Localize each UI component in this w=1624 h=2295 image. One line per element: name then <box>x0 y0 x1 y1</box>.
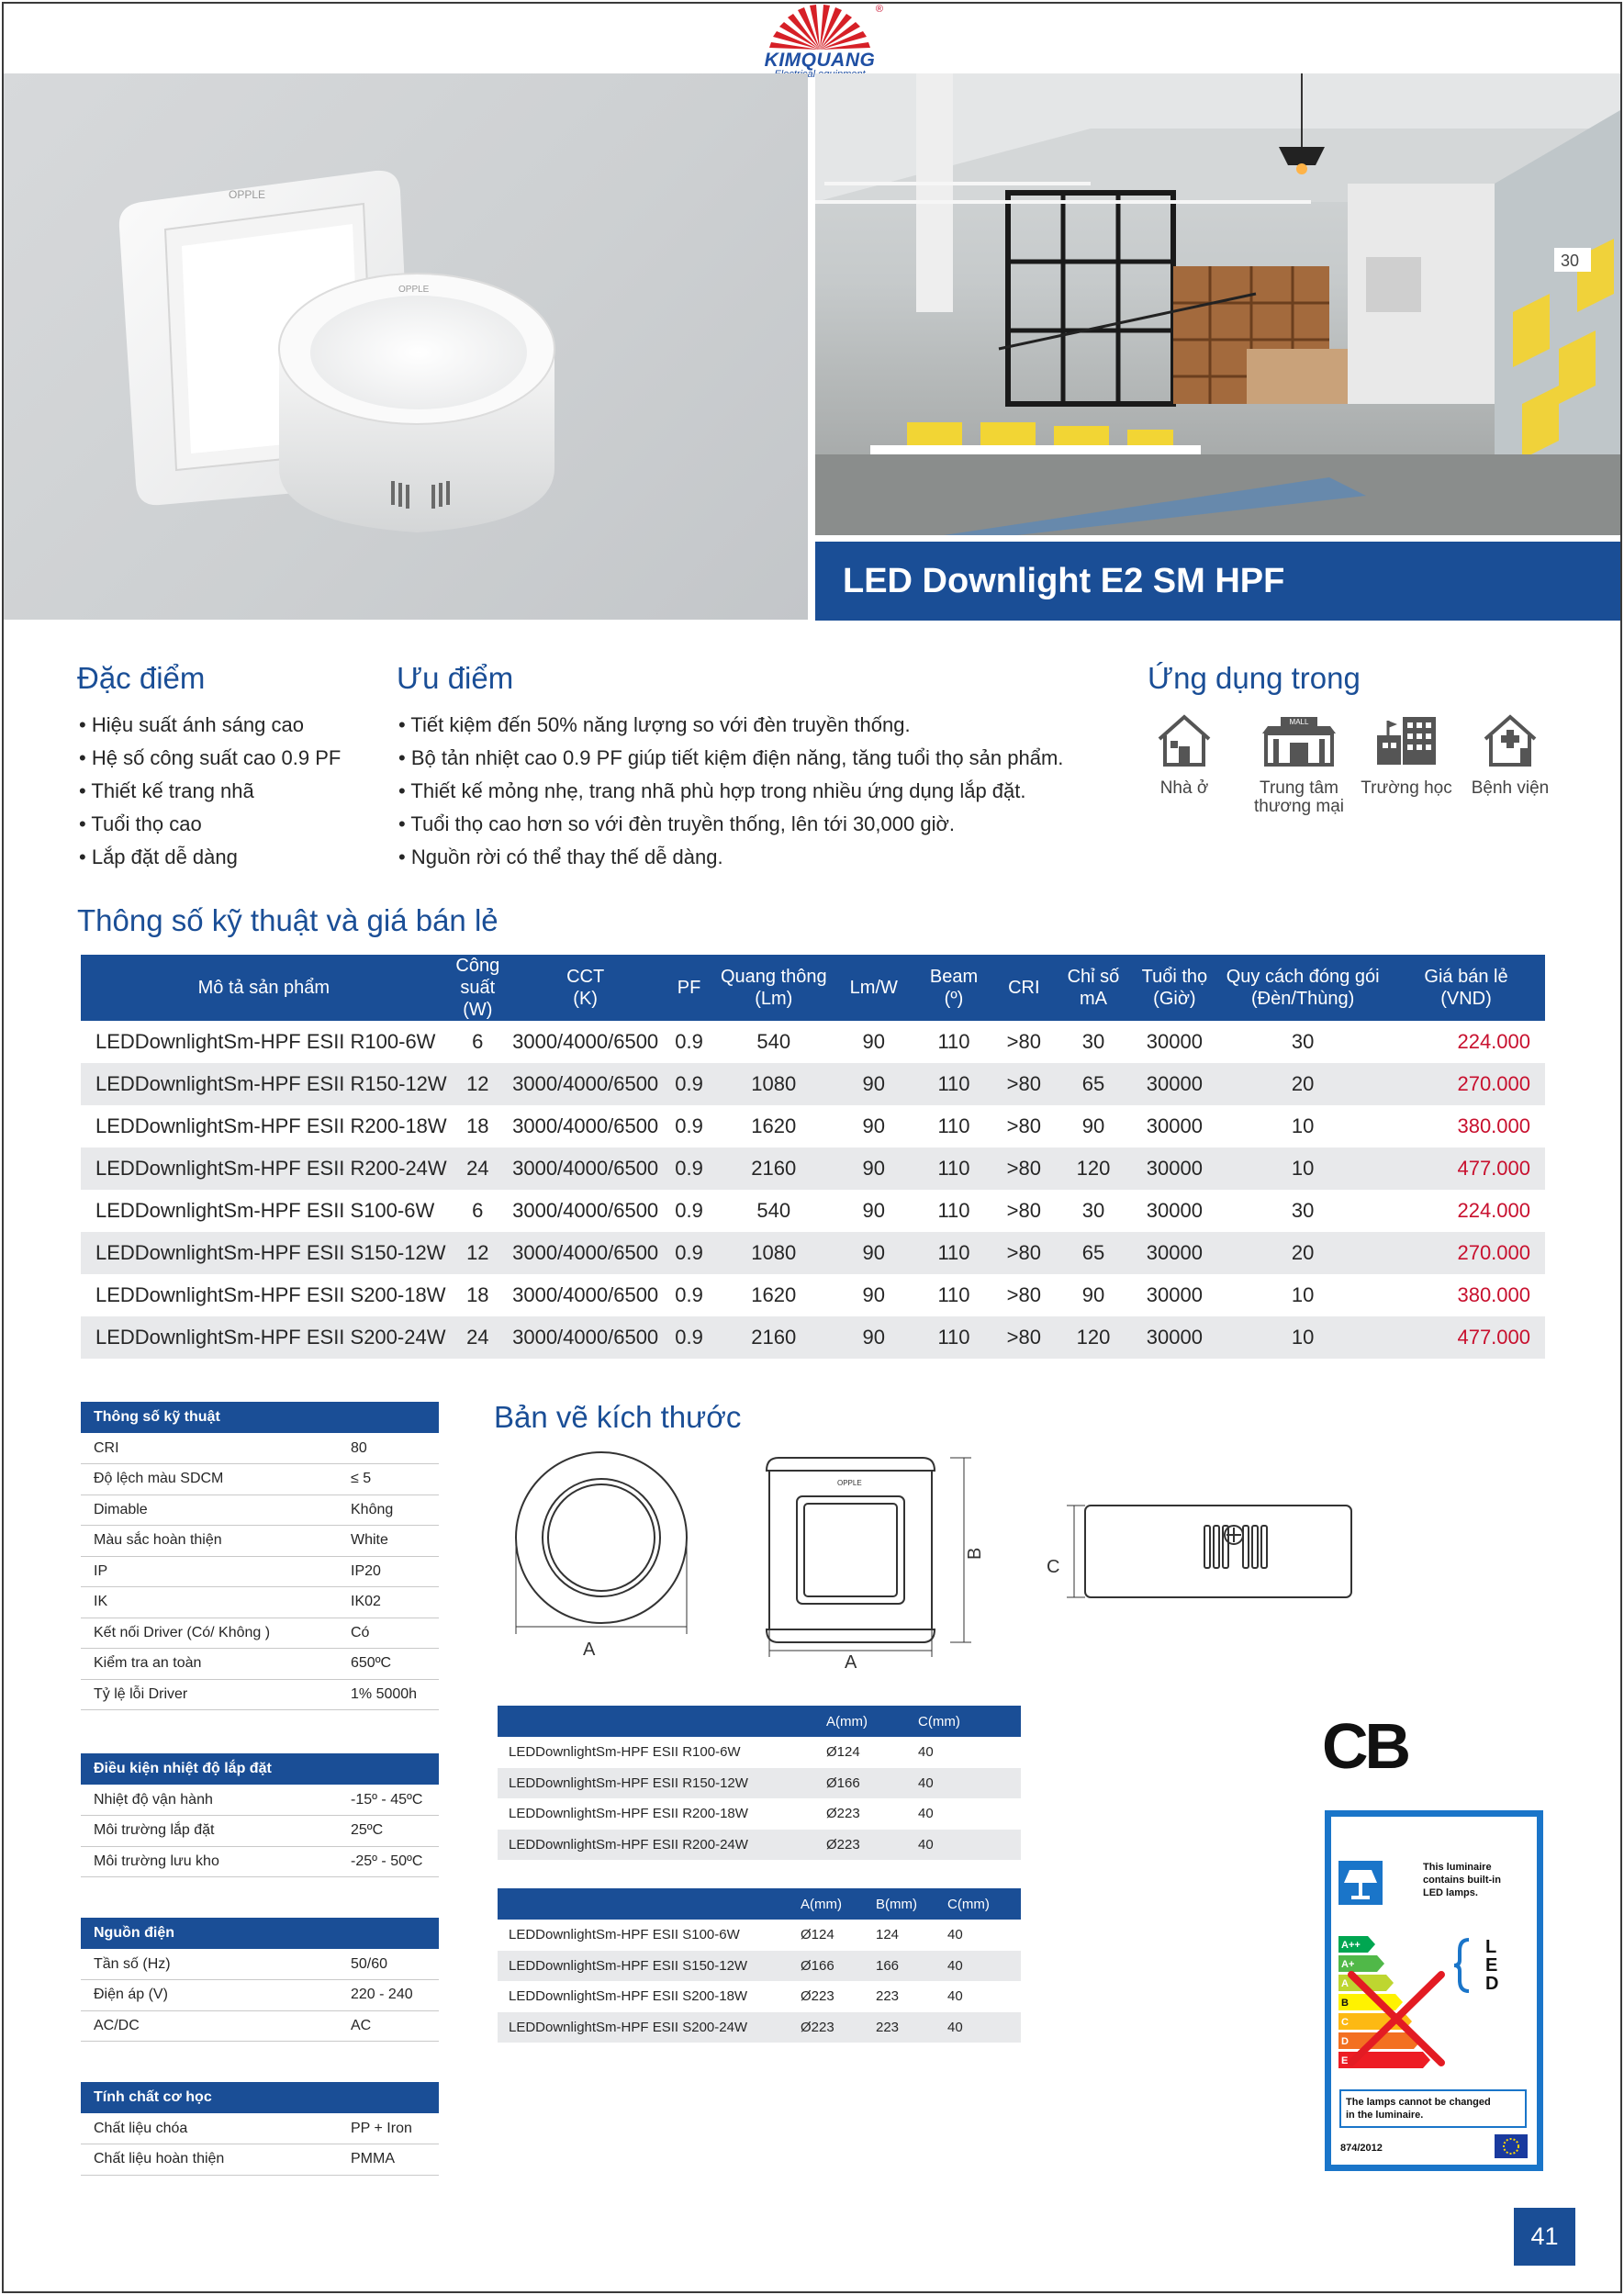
table-cell: 40 <box>947 1988 963 2005</box>
table-cell: 380.000 <box>1457 1114 1530 1137</box>
table-cell: Tỷ lệ lỗi Driver <box>81 1679 351 1710</box>
table-cell: 30000 <box>1146 1199 1203 1222</box>
table-cell: 6 <box>472 1199 484 1222</box>
table-cell: 540 <box>756 1199 791 1222</box>
svg-text:A: A <box>1341 1978 1349 1989</box>
table-cell: 3000/4000/6500 <box>512 1114 659 1137</box>
table-row <box>498 1737 1021 1768</box>
table-row <box>81 1433 439 1464</box>
table-cell: 110 <box>916 1316 992 1359</box>
table-cell: 166 <box>876 1951 947 1982</box>
table-cell: 270.000 <box>1387 1232 1545 1274</box>
table-cell: 1080 <box>716 1232 832 1274</box>
table-cell: 30 <box>1291 1030 1315 1053</box>
table-cell: Độ lệch màu SDCM <box>81 1464 351 1495</box>
svg-text:B: B <box>965 1547 985 1560</box>
svg-text:E: E <box>1485 1955 1498 1976</box>
table-cell: LEDDownlightSm-HPF ESII S200-24W <box>498 2012 801 2043</box>
application-home <box>1134 711 1235 798</box>
table-cell: Màu sắc hoàn thiện <box>81 1526 351 1557</box>
table-cell: 40 <box>918 1830 1021 1861</box>
table-cell: LEDDownlightSm-HPF ESII S100-6W <box>509 1927 740 1943</box>
table-cell: 223 <box>876 2012 947 2043</box>
table-cell: 90 <box>862 1283 886 1306</box>
svg-text:A: A <box>845 1652 857 1671</box>
svg-text:D: D <box>1341 2036 1349 2047</box>
table-row <box>498 1830 1021 1861</box>
svg-text:30: 30 <box>1561 252 1580 270</box>
svg-text:OPPLE: OPPLE <box>837 1479 862 1487</box>
table-cell: 0.9 <box>662 1316 715 1359</box>
table-cell: 6 <box>472 1030 484 1053</box>
round-downlight <box>279 274 554 532</box>
table-cell: Nhiệt độ vận hành <box>81 1785 351 1816</box>
table-cell: 540 <box>756 1030 791 1053</box>
drawing-heading: Bản vẽ kích thước <box>494 1400 742 1434</box>
brand-name: KIMQUANG <box>764 50 876 71</box>
table-cell: 25ºC <box>351 1816 439 1847</box>
application-school <box>1347 711 1466 798</box>
features-heading: Đặc điểm <box>77 661 206 695</box>
table-cell: 270.000 <box>1387 1063 1545 1105</box>
table-cell: Ø124 <box>826 1744 860 1761</box>
table-cell: 18 <box>466 1283 489 1306</box>
table-cell: Không <box>351 1495 439 1526</box>
table-cell: 12 <box>447 1063 509 1105</box>
list-item: • Bộ tản nhiệt cao 0.9 PF giúp tiết kiệm điện năng, tăng tuổi thọ sản phẩm. <box>398 742 1063 775</box>
table-cell: 224.000 <box>1457 1030 1530 1053</box>
table-cell: 40 <box>918 1768 1021 1799</box>
table-cell: LEDDownlightSm-HPF ESII S150-12W <box>498 1951 801 1982</box>
table-cell: Chất liệu chóa <box>81 2113 351 2144</box>
table-cell: 30000 <box>1131 1232 1219 1274</box>
table-cell: 90 <box>862 1030 886 1053</box>
applications-heading: Ứng dụng trong <box>1148 661 1361 695</box>
table-cell: Ø124 <box>801 1927 834 1943</box>
table-row <box>81 1816 439 1847</box>
table-row <box>81 1587 439 1618</box>
table-row <box>81 1232 1545 1274</box>
round-top-view <box>516 1452 687 1634</box>
table-cell: LEDDownlightSm-HPF ESII R100-6W <box>509 1744 741 1761</box>
hospital-icon <box>1480 711 1540 768</box>
table-cell: 40 <box>947 1951 1021 1982</box>
table-header-row <box>498 1888 1021 1920</box>
table-cell: Môi trường lưu kho <box>81 1846 351 1877</box>
svg-text:D: D <box>1485 1974 1499 1994</box>
table-cell: 20 <box>1218 1063 1387 1105</box>
table-cell: PP + Iron <box>351 2113 439 2144</box>
table-row <box>498 1920 1021 1951</box>
table-cell: White <box>351 1526 439 1557</box>
advantages-list <box>398 709 1063 874</box>
application-label: Trung tâm thương mại <box>1253 778 1345 816</box>
table-cell: IP20 <box>351 1556 439 1587</box>
table-cell: LEDDownlightSm-HPF ESII S100-6W <box>95 1199 435 1222</box>
table-cell: >80 <box>991 1316 1056 1359</box>
table-row <box>81 1495 439 1526</box>
application-label: Trường học <box>1361 778 1452 798</box>
table-cell: 477.000 <box>1387 1148 1545 1190</box>
svg-text:E: E <box>1341 2055 1349 2066</box>
table-row <box>498 2012 1021 2043</box>
table-cell: 40 <box>918 1806 934 1822</box>
table-cell: 10 <box>1291 1283 1315 1306</box>
table-cell: 40 <box>947 1927 963 1943</box>
table-cell: ≤ 5 <box>351 1464 439 1495</box>
svg-text:The lamps cannot be changedin: The lamps cannot be changed in the luminaire. <box>1346 2097 1491 2121</box>
table-cell: Tần số (Hz) <box>81 1949 351 1980</box>
house-icon <box>1154 711 1215 768</box>
table-cell: Kiểm tra an toàn <box>81 1649 351 1680</box>
col-header: Giá bán lẻ (VND) <box>1387 955 1545 1021</box>
table-cell: Dimable <box>81 1495 351 1526</box>
page-number: 41 <box>1514 2208 1575 2266</box>
col-header: CCT (K) <box>509 955 662 1021</box>
square-dimension-table <box>498 1888 1021 2043</box>
round-dimension-table <box>498 1706 1021 1860</box>
svg-text:A+: A+ <box>1341 1959 1355 1970</box>
table-row <box>81 1556 439 1587</box>
power-table <box>81 1918 439 2042</box>
table-cell: Điện áp (V) <box>81 1980 351 2011</box>
table-cell: 24 <box>447 1316 509 1359</box>
table-cell: 20 <box>1218 1232 1387 1274</box>
table-cell: Ø166 <box>801 1951 876 1982</box>
table-cell: 110 <box>937 1114 970 1137</box>
application-label: Nhà ở <box>1159 778 1209 798</box>
advantages-heading: Ưu điểm <box>397 661 514 695</box>
table-cell: 3000/4000/6500 <box>509 1063 662 1105</box>
table-row <box>498 1951 1021 1982</box>
table-cell: LEDDownlightSm-HPF ESII R150-12W <box>81 1063 447 1105</box>
table-cell: -25º - 50ºC <box>351 1846 439 1877</box>
table-cell: 110 <box>916 1148 992 1190</box>
col-header: B(mm) <box>876 1888 947 1920</box>
mall-icon <box>1260 711 1338 768</box>
lamp-icon <box>1338 1861 1383 1905</box>
table-cell: LEDDownlightSm-HPF ESII R200-24W <box>498 1830 826 1861</box>
square-top-view <box>767 1458 971 1657</box>
table-title: Tính chất cơ học <box>81 2082 439 2113</box>
table-cell: LEDDownlightSm-HPF ESII R100-6W <box>95 1030 436 1053</box>
col-header: Quang thông (Lm) <box>716 955 832 1021</box>
spec-price-heading: Thông số kỹ thuật và giá bán lẻ <box>77 903 498 937</box>
table-cell: 10 <box>1218 1316 1387 1359</box>
table-cell: >80 <box>991 1148 1056 1190</box>
table-cell: 30000 <box>1131 1148 1219 1190</box>
applications <box>1138 711 1561 831</box>
table-row <box>81 1316 1545 1359</box>
table-cell: 24 <box>447 1148 509 1190</box>
table-cell: 30000 <box>1146 1114 1203 1137</box>
table-cell: 224.000 <box>1457 1199 1530 1222</box>
table-cell: 0.9 <box>675 1283 703 1306</box>
table-row <box>81 1846 439 1877</box>
table-cell: CRI <box>81 1433 351 1464</box>
table-cell: 90 <box>832 1063 916 1105</box>
table-cell: >80 <box>991 1063 1056 1105</box>
col-header: Mô tả sản phẩm <box>81 955 447 1021</box>
svg-text:A: A <box>583 1640 596 1660</box>
table-cell: 110 <box>916 1063 992 1105</box>
table-row <box>81 2010 439 2042</box>
list-item: • Hệ số công suất cao 0.9 PF <box>79 742 341 775</box>
table-row <box>81 1190 1545 1232</box>
table-row <box>81 2144 439 2176</box>
svg-text:OPPLE: OPPLE <box>398 285 430 295</box>
table-cell: 0.9 <box>675 1030 703 1053</box>
table-row <box>81 1980 439 2011</box>
table-cell: 1% 5000h <box>351 1679 439 1710</box>
table-cell: 0.9 <box>662 1063 715 1105</box>
table-cell: LEDDownlightSm-HPF ESII S150-12W <box>81 1232 447 1274</box>
table-cell: 65 <box>1056 1232 1130 1274</box>
table-cell: 12 <box>447 1232 509 1274</box>
list-item: • Tuổi thọ cao <box>79 808 341 841</box>
table-cell: LEDDownlightSm-HPF ESII R200-24W <box>81 1148 447 1190</box>
col-header: A(mm) <box>826 1706 918 1737</box>
col-header: Chỉ số mA <box>1056 955 1130 1021</box>
table-row <box>81 1274 1545 1316</box>
registered-mark: ® <box>875 4 883 15</box>
table-cell: Kết nối Driver (Có/ Không ) <box>81 1618 351 1649</box>
table-cell: 650ºC <box>351 1649 439 1680</box>
table-cell: 0.9 <box>675 1199 703 1222</box>
svg-text:B: B <box>1341 1998 1349 2009</box>
material-table <box>81 2082 439 2176</box>
svg-text:OPPLE: OPPLE <box>229 188 266 201</box>
table-cell: AC <box>351 2010 439 2042</box>
table-cell: 220 - 240 <box>351 1980 439 2011</box>
table-cell: 110 <box>937 1030 970 1053</box>
table-row <box>81 1949 439 1980</box>
table-cell: 0.9 <box>662 1232 715 1274</box>
list-item: • Thiết kế trang nhã <box>79 775 341 808</box>
table-cell: 0.9 <box>662 1148 715 1190</box>
col-header: Quy cách đóng gói (Đèn/Thùng) <box>1218 955 1387 1021</box>
table-cell: Ø166 <box>826 1768 918 1799</box>
spec-price-table <box>81 955 1545 1359</box>
table-row <box>498 1798 1021 1830</box>
table-cell: 18 <box>466 1114 489 1137</box>
table-cell: IP <box>81 1556 351 1587</box>
table-cell: 10 <box>1291 1114 1315 1137</box>
table-cell: LEDDownlightSm-HPF ESII S200-24W <box>81 1316 447 1359</box>
application-hospital <box>1460 711 1561 798</box>
table-cell: 40 <box>947 2012 1021 2043</box>
col-header: C(mm) <box>947 1888 1021 1920</box>
list-item: • Tiết kiệm đến 50% năng lượng so với đèn truyền thống. <box>398 709 1063 742</box>
table-cell: 3000/4000/6500 <box>509 1232 662 1274</box>
tech-spec-table <box>81 1402 439 1710</box>
col-header: CRI <box>991 955 1056 1021</box>
features-list <box>79 709 341 874</box>
table-cell: 223 <box>876 1988 900 2005</box>
table-row <box>81 1785 439 1816</box>
table-cell: 50/60 <box>351 1949 439 1980</box>
table-cell: 90 <box>832 1148 916 1190</box>
table-cell: 1620 <box>751 1114 797 1137</box>
svg-text:L: L <box>1485 1937 1497 1957</box>
table-cell: 90 <box>1081 1283 1105 1306</box>
table-cell: >80 <box>1006 1283 1041 1306</box>
install-conditions-table <box>81 1753 439 1877</box>
table-cell: 3000/4000/6500 <box>512 1030 659 1053</box>
table-cell: >80 <box>1006 1114 1041 1137</box>
table-cell: LEDDownlightSm-HPF ESII S200-18W <box>95 1283 446 1306</box>
table-title: Thông số kỹ thuật <box>81 1402 439 1433</box>
table-cell: LEDDownlightSm-HPF ESII S200-18W <box>509 1988 748 2005</box>
table-cell: 90 <box>832 1316 916 1359</box>
col-header: A(mm) <box>801 1888 876 1920</box>
table-cell: 120 <box>1056 1316 1130 1359</box>
side-view <box>1067 1506 1351 1597</box>
table-cell: 110 <box>937 1283 970 1306</box>
table-cell: 80 <box>351 1433 439 1464</box>
table-row <box>81 1063 1545 1105</box>
table-header-row <box>498 1706 1021 1737</box>
sunburst-logo-icon <box>760 4 879 51</box>
table-cell: Ø223 <box>801 1988 834 2005</box>
application-label: Bệnh viện <box>1471 778 1550 798</box>
table-row <box>498 1981 1021 2012</box>
list-item: • Tuổi thọ cao hơn so với đèn truyền thống, lên tới 30,000 giờ. <box>398 808 1063 841</box>
table-cell: 90 <box>832 1232 916 1274</box>
table-row <box>81 1618 439 1649</box>
table-cell: Chất liệu hoàn thiện <box>81 2144 351 2176</box>
table-cell: IK02 <box>351 1587 439 1618</box>
table-row <box>81 1464 439 1495</box>
table-cell: 30 <box>1081 1199 1105 1222</box>
col-header: Tuổi thọ (Giờ) <box>1131 955 1219 1021</box>
table-cell: 30000 <box>1146 1030 1203 1053</box>
table-cell: 1620 <box>751 1283 797 1306</box>
table-cell: Môi trường lắp đặt <box>81 1816 351 1847</box>
table-cell: 2160 <box>716 1316 832 1359</box>
svg-text:MALL: MALL <box>1289 718 1309 726</box>
table-row <box>81 1021 1545 1063</box>
table-cell: 30 <box>1291 1199 1315 1222</box>
svg-text:C: C <box>1341 2017 1349 2028</box>
col-header: Lm/W <box>832 955 916 1021</box>
application-mall <box>1239 711 1359 816</box>
office-photo <box>815 73 1620 535</box>
table-row <box>81 1105 1545 1148</box>
col-header: PF <box>662 955 715 1021</box>
table-cell: 40 <box>918 1744 934 1761</box>
list-item: • Thiết kế mỏng nhẹ, trang nhã phù hợp trong nhiều ứng dụng lắp đặt. <box>398 775 1063 808</box>
svg-text:C: C <box>1047 1557 1060 1577</box>
table-cell: 0.9 <box>675 1114 703 1137</box>
table-row <box>81 2113 439 2144</box>
table-cell: 3000/4000/6500 <box>512 1199 659 1222</box>
cb-certification-mark: CB <box>1322 1710 1408 1782</box>
table-cell: 3000/4000/6500 <box>512 1283 659 1306</box>
product-title: LED Downlight E2 SM HPF <box>815 542 1620 621</box>
col-header: C(mm) <box>918 1706 1021 1737</box>
dimension-drawing <box>496 1450 1414 1671</box>
table-cell: IK <box>81 1587 351 1618</box>
school-icon <box>1373 711 1439 768</box>
table-cell: 30000 <box>1131 1063 1219 1105</box>
product-photo <box>4 73 808 620</box>
table-cell: Ø223 <box>826 1806 860 1822</box>
table-cell: 65 <box>1056 1063 1130 1105</box>
table-cell: 110 <box>937 1199 970 1222</box>
table-cell: Ø223 <box>801 2012 876 2043</box>
list-item: • Hiệu suất ánh sáng cao <box>79 709 341 742</box>
table-cell: LEDDownlightSm-HPF ESII R200-18W <box>509 1806 748 1822</box>
eu-flag-icon <box>1495 2134 1528 2158</box>
table-cell: LEDDownlightSm-HPF ESII R200-18W <box>95 1114 447 1137</box>
list-item: • Lắp đặt dễ dàng <box>79 841 341 874</box>
table-title: Nguồn điện <box>81 1918 439 1949</box>
table-row <box>81 1649 439 1680</box>
table-cell: 30000 <box>1131 1316 1219 1359</box>
svg-text:A++: A++ <box>1341 1940 1361 1951</box>
col-header: Beam (º) <box>916 955 992 1021</box>
table-cell: -15º - 45ºC <box>351 1785 439 1816</box>
table-cell: AC/DC <box>81 2010 351 2042</box>
table-cell: Có <box>351 1618 439 1649</box>
table-cell: 30 <box>1081 1030 1105 1053</box>
table-cell: 1080 <box>716 1063 832 1105</box>
table-row <box>498 1768 1021 1799</box>
table-cell: 90 <box>1081 1114 1105 1137</box>
table-cell: >80 <box>1006 1030 1041 1053</box>
table-cell: 124 <box>876 1927 900 1943</box>
list-item: • Nguồn rời có thể thay thế dễ dàng. <box>398 841 1063 874</box>
svg-text:This luminairecontains built-i: This luminaire contains built-in LED lamps. <box>1423 1862 1501 1898</box>
table-cell: >80 <box>991 1232 1056 1274</box>
table-cell: 110 <box>916 1232 992 1274</box>
svg-text:874/2012: 874/2012 <box>1340 2143 1383 2154</box>
table-row <box>81 1148 1545 1190</box>
table-cell: 10 <box>1218 1148 1387 1190</box>
table-row <box>81 1679 439 1710</box>
table-header-row <box>81 955 1545 1021</box>
energy-label <box>1325 1810 1543 2171</box>
table-cell: 2160 <box>716 1148 832 1190</box>
table-cell: 30000 <box>1146 1283 1203 1306</box>
table-cell: 3000/4000/6500 <box>509 1148 662 1190</box>
table-cell: 120 <box>1056 1148 1130 1190</box>
table-cell: >80 <box>1006 1199 1041 1222</box>
table-cell: Ø223 <box>826 1830 918 1861</box>
table-cell: 90 <box>862 1199 886 1222</box>
table-cell: 3000/4000/6500 <box>509 1316 662 1359</box>
col-header: Công suất (W) <box>447 955 509 1021</box>
table-row <box>81 1526 439 1557</box>
table-cell: LEDDownlightSm-HPF ESII R150-12W <box>498 1768 826 1799</box>
table-cell: PMMA <box>351 2144 439 2176</box>
table-cell: 90 <box>862 1114 886 1137</box>
table-cell: 380.000 <box>1457 1283 1530 1306</box>
table-cell: 477.000 <box>1387 1316 1545 1359</box>
table-title: Điều kiện nhiệt độ lắp đặt <box>81 1753 439 1785</box>
